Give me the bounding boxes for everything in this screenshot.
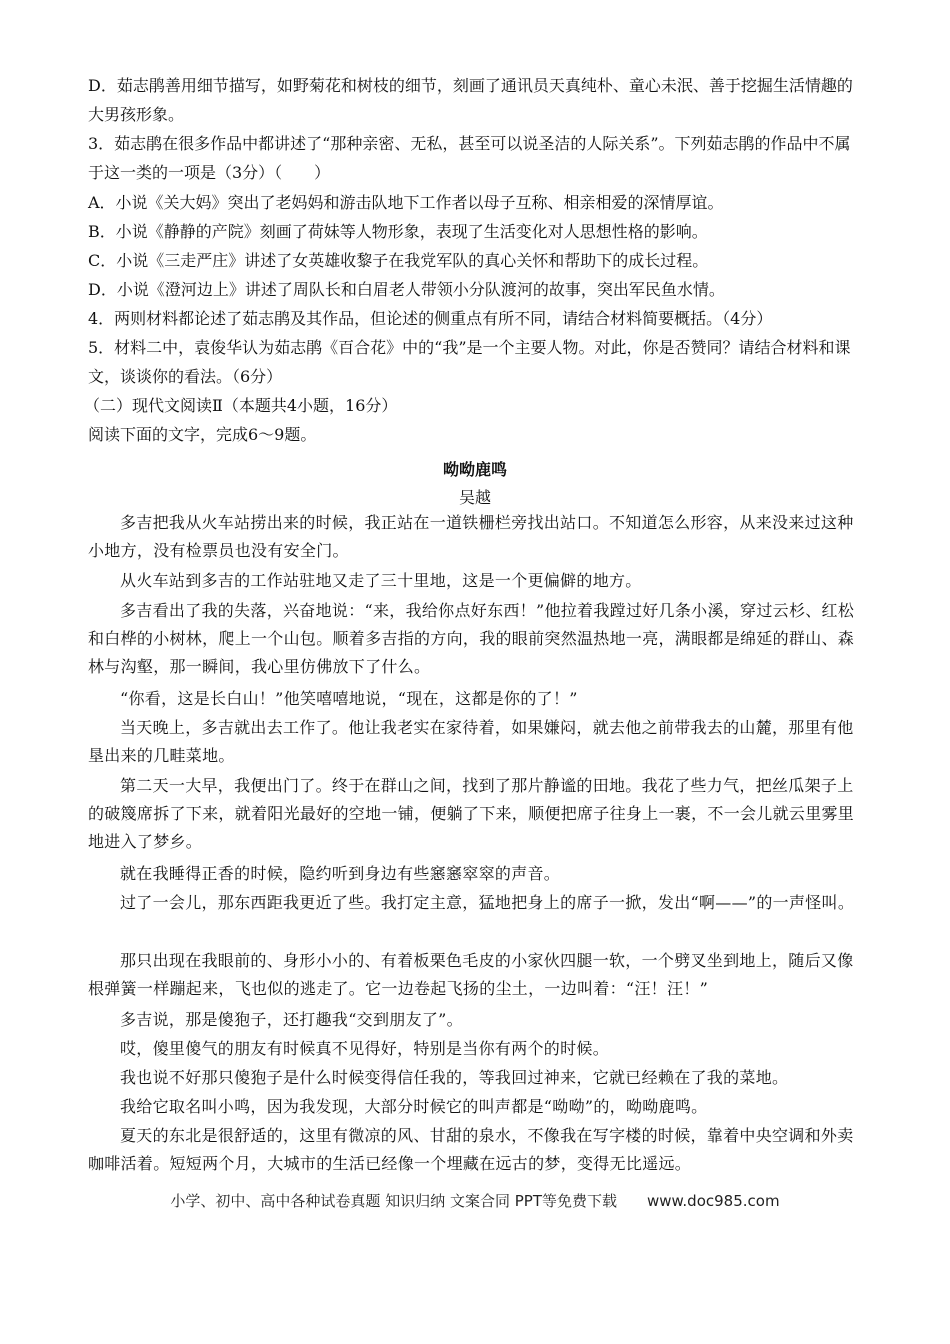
page-footer	[0, 1190, 950, 1211]
option-3b: B．小说《静静的产院》刻画了荷妹等人物形象，表现了生活变化对人思想性格的影响。	[88, 222, 708, 241]
option-3c: C．小说《三走严庄》讲述了女英雄收黎子在我党军队的真心关怀和帮助下的成长过程。	[88, 251, 709, 270]
question-5: 5．材料二中，袁俊华认为茹志鹃《百合花》中的“我”是一个主要人物。对此，你是否赞同？请结合材料和课文，谈谈你的看法。（6分）	[88, 338, 851, 386]
article-paragraph: “你看，这是长白山！”他笑嘻嘻地说，“现在，这都是你的了！”	[120, 689, 578, 708]
question-3: 3．茹志鹃在很多作品中都讲述了“那种亲密、无私，甚至可以说圣洁的人际关系”。下列茹志鹃的作品中不属于这一类的一项是（3分）（ ）	[88, 134, 851, 182]
article-title: 呦呦鹿鸣	[442, 460, 507, 479]
article-paragraph: 多吉说，那是傻狍子，还打趣我“交到朋友了”。	[120, 1010, 463, 1029]
article-paragraph: 过了一会儿，那东西距我更近了些。我打定主意，猛地把身上的席子一掀，发出“啊——”的一声怪叫。	[120, 893, 855, 912]
option-3d: D．小说《澄河边上》讲述了周队长和白眉老人带领小分队渡河的故事，突出军民鱼水情。	[88, 280, 725, 299]
article-paragraph: 第二天一大早，我便出门了。终于在群山之间，找到了那片静谧的田地。我花了些力气，把丝瓜架子上的破篾席拆了下来，就着阳光最好的空地一铺，便躺了下来，顺便把席子往身上一裹，不一会儿就云里雾里地进入了梦乡。	[88, 776, 855, 851]
footer-link[interactable]: www.doc985.com	[646, 1192, 780, 1210]
section-heading: （二）现代文阅读Ⅱ（本题共4小题，16分）	[84, 396, 398, 415]
footer-text: 小学、初中、高中各种试卷真题 知识归纳 文案合同 PPT等免费下载	[170, 1192, 617, 1210]
article-paragraph: 我给它取名叫小鸣，因为我发现，大部分时候它的叫声都是“呦呦”的，呦呦鹿鸣。	[120, 1097, 708, 1116]
article-paragraph: 夏天的东北是很舒适的，这里有微凉的风、甘甜的泉水，不像我在写字楼的时候，靠着中央空调和外卖咖啡活着。短短两个月，大城市的生活已经像一个埋藏在远古的梦，变得无比遥远。	[88, 1126, 854, 1173]
option-2d: D．茹志鹃善用细节描写，如野菊花和树枝的细节，刻画了通讯员天真纯朴、童心未泯、善于挖掘生活情趣的大男孩形象。	[88, 76, 853, 124]
reading-instruction: 阅读下面的文字，完成6～9题。	[88, 425, 317, 444]
article-paragraph: 多吉把我从火车站捞出来的时候，我正站在一道铁栅栏旁找出站口。不知道怎么形容，从来没来过这种小地方，没有检票员也没有安全门。	[88, 513, 854, 560]
option-3a: A．小说《关大妈》突出了老妈妈和游击队地下工作者以母子互称、相亲相爱的深情厚谊。	[88, 193, 724, 212]
question-4: 4．两则材料都论述了茹志鹃及其作品，但论述的侧重点有所不同，请结合材料简要概括。（4分）	[88, 309, 773, 328]
article-paragraph: 从火车站到多吉的工作站驻地又走了三十里地，这是一个更偏僻的地方。	[120, 571, 642, 590]
article-paragraph: 就在我睡得正香的时候，隐约听到身边有些窸窸窣窣的声音。	[120, 864, 561, 883]
article-author: 吴越	[458, 488, 491, 507]
article-paragraph: 那只出现在我眼前的、身形小小的、有着板栗色毛皮的小家伙四腿一软，一个劈叉坐到地上，随后又像根弹簧一样蹦起来，飞也似的逃走了。它一边卷起飞扬的尘土，一边叫着：“汪！汪！”	[88, 951, 854, 998]
article-paragraph: 当天晚上，多吉就出去工作了。他让我老实在家待着，如果嫌闷，就去他之前带我去的山麓，那里有他垦出来的几畦菜地。	[88, 718, 854, 765]
article-paragraph: 哎，傻里傻气的朋友有时候真不见得好，特别是当你有两个的时候。	[120, 1039, 610, 1058]
article-paragraph: 我也说不好那只傻狍子是什么时候变得信任我的，等我回过神来，它就已经赖在了我的菜地。	[120, 1068, 789, 1087]
article-paragraph: 多吉看出了我的失落，兴奋地说：“来，我给你点好东西！”他拉着我蹚过好几条小溪，穿过云杉、红松和白桦的小树林，爬上一个山包。顺着多吉指的方向，我的眼前突然温热地一亮，满眼都是绵延的群山、森林与沟壑，那一瞬间，我心里仿佛放下了什么。	[88, 601, 855, 676]
